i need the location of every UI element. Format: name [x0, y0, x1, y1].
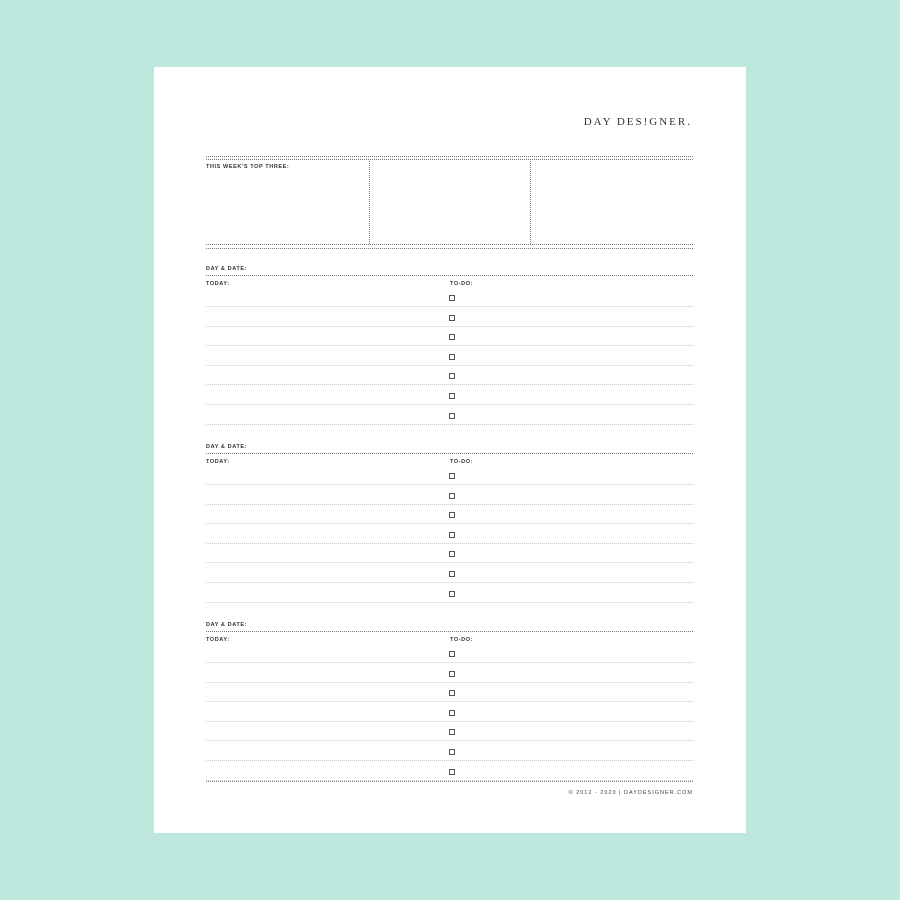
todo-checkbox[interactable] — [449, 591, 455, 597]
writing-line[interactable] — [206, 504, 693, 505]
todo-checkbox[interactable] — [449, 690, 455, 696]
writing-line[interactable] — [206, 740, 693, 741]
column-divider — [369, 161, 370, 244]
todo-label: TO-DO: — [450, 281, 474, 287]
writing-line[interactable] — [206, 682, 693, 683]
day-section — [154, 622, 746, 802]
todo-checkbox[interactable] — [449, 354, 455, 360]
writing-line[interactable] — [206, 562, 693, 563]
todo-checkbox[interactable] — [449, 512, 455, 518]
todo-checkbox[interactable] — [449, 749, 455, 755]
day-date-label: DAY & DATE: — [206, 622, 248, 628]
todo-checkbox[interactable] — [449, 413, 455, 419]
writing-line[interactable] — [206, 384, 693, 385]
writing-line[interactable] — [206, 721, 693, 722]
writing-line[interactable] — [206, 760, 693, 761]
writing-line[interactable] — [206, 701, 693, 702]
today-label: TODAY: — [206, 459, 230, 465]
todo-checkbox[interactable] — [449, 493, 455, 499]
copyright-footer: © 2012 - 2020 | DAYDESIGNER.COM — [568, 790, 693, 796]
todo-checkbox[interactable] — [449, 671, 455, 677]
writing-line[interactable] — [206, 543, 693, 544]
brand-logo: DAY DES!GNER. — [583, 116, 692, 128]
todo-checkbox[interactable] — [449, 315, 455, 321]
writing-line[interactable] — [206, 662, 693, 663]
writing-line[interactable] — [206, 484, 693, 485]
todo-checkbox[interactable] — [449, 334, 455, 340]
writing-line[interactable] — [206, 582, 693, 583]
page-bottom-line — [206, 781, 693, 782]
todo-checkbox[interactable] — [449, 295, 455, 301]
day-date-line[interactable] — [206, 631, 693, 632]
todo-checkbox[interactable] — [449, 532, 455, 538]
bottom-border-line — [206, 244, 693, 245]
todo-label: TO-DO: — [450, 459, 474, 465]
todo-checkbox[interactable] — [449, 393, 455, 399]
todo-checkbox[interactable] — [449, 710, 455, 716]
writing-line[interactable] — [206, 326, 693, 327]
top-border-line — [206, 156, 693, 157]
todo-checkbox[interactable] — [449, 551, 455, 557]
todo-checkbox[interactable] — [449, 373, 455, 379]
todo-checkbox[interactable] — [449, 473, 455, 479]
todo-checkbox[interactable] — [449, 571, 455, 577]
today-label: TODAY: — [206, 637, 230, 643]
day-section — [154, 444, 746, 624]
column-divider — [530, 161, 531, 244]
todo-label: TO-DO: — [450, 637, 474, 643]
writing-line[interactable] — [206, 365, 693, 366]
planner-page — [154, 67, 746, 833]
bottom-border-line-2 — [206, 248, 693, 249]
day-date-label: DAY & DATE: — [206, 266, 248, 272]
day-section — [154, 266, 746, 446]
writing-line[interactable] — [206, 602, 693, 603]
writing-line[interactable] — [206, 345, 693, 346]
day-date-line[interactable] — [206, 453, 693, 454]
todo-checkbox[interactable] — [449, 729, 455, 735]
today-label: TODAY: — [206, 281, 230, 287]
day-date-line[interactable] — [206, 275, 693, 276]
todo-checkbox[interactable] — [449, 651, 455, 657]
top-border-line-2 — [206, 159, 693, 160]
todo-checkbox[interactable] — [449, 769, 455, 775]
writing-line[interactable] — [206, 404, 693, 405]
writing-line[interactable] — [206, 523, 693, 524]
writing-line[interactable] — [206, 306, 693, 307]
day-date-label: DAY & DATE: — [206, 444, 248, 450]
top-three-label: THIS WEEK'S TOP THREE: — [206, 164, 290, 170]
writing-line[interactable] — [206, 424, 693, 425]
